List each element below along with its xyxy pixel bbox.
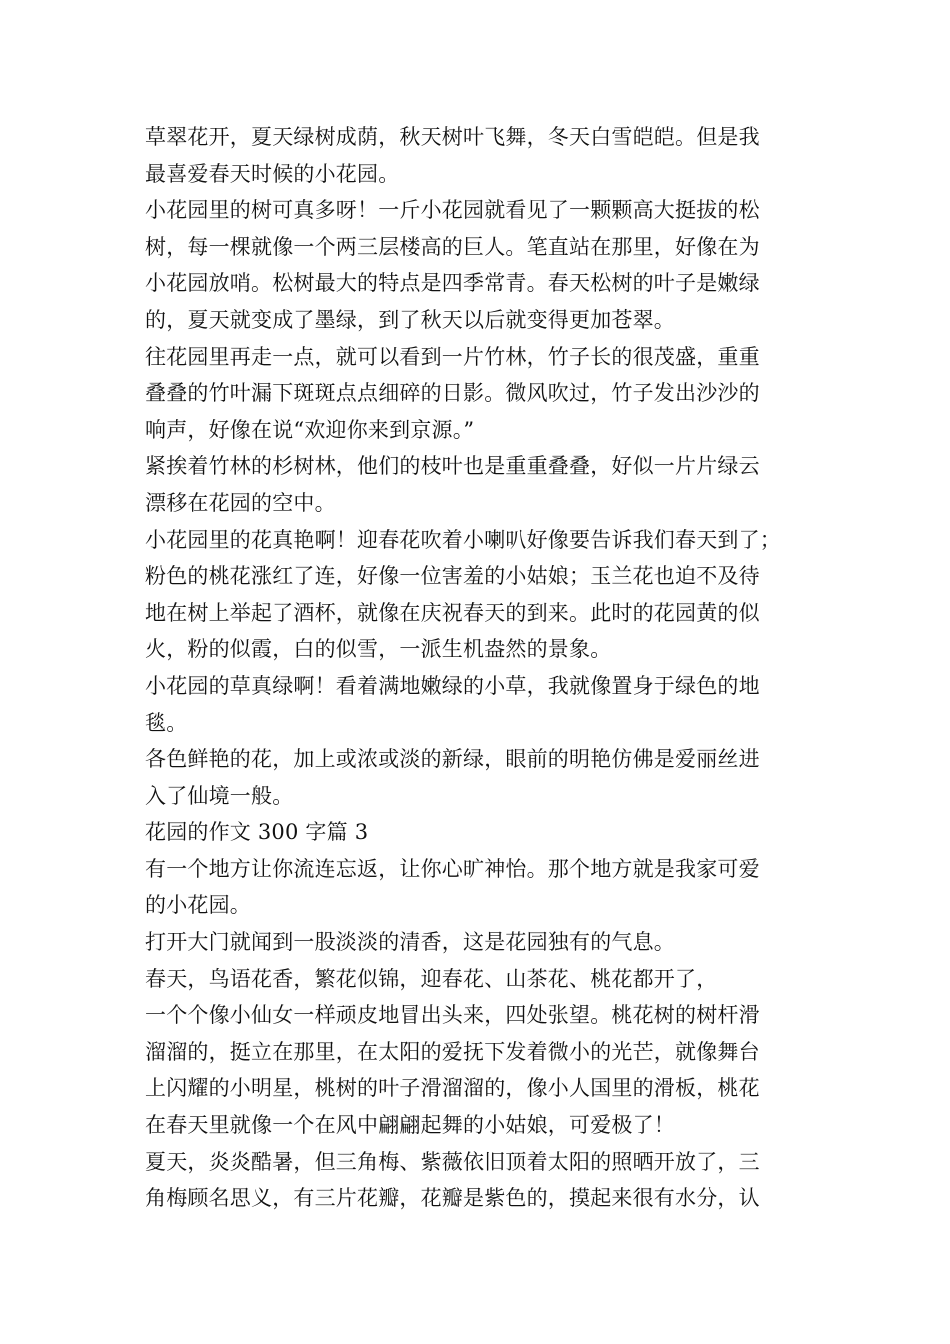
text-line: 的小花园。 <box>145 893 251 918</box>
section-heading: 花园的作文 300 字篇 3 <box>145 820 369 845</box>
text-line: 夏天，炎炎酷暑，但三角梅、紫薇依旧顶着太阳的照晒开放了，三 <box>145 1149 760 1174</box>
text-line: 树，每一棵就像一个两三层楼高的巨人。笔直站在那里，好像在为 <box>145 234 760 259</box>
text-line: 叠叠的竹叶漏下斑斑点点细碎的日影。微风吹过，竹子发出沙沙的 <box>145 381 760 406</box>
text-line: 火，粉的似霞，白的似雪，一派生机盎然的景象。 <box>145 637 612 662</box>
text-line: 毯。 <box>145 710 188 735</box>
text-line: 地在树上举起了酒杯，就像在庆祝春天的到来。此时的花园黄的似 <box>145 600 760 625</box>
text-line: 漂移在花园的空中。 <box>145 490 336 515</box>
text-line: 打开大门就闻到一股淡淡的清香，这是花园独有的气息。 <box>145 930 675 955</box>
text-line: 粉色的桃花涨红了连，好像一位害羞的小姑娘；玉兰花也迫不及待 <box>145 564 760 589</box>
text-line: 草翠花开，夏天绿树成荫，秋天树叶飞舞，冬天白雪皑皑。但是我 <box>145 125 760 149</box>
document-body <box>145 119 815 1217</box>
text-line: 角梅顾名思义，有三片花瓣，花瓣是紫色的，摸起来很有水分，认 <box>145 1186 760 1211</box>
text-line: 的，夏天就变成了墨绿，到了秋天以后就变得更加苍翠。 <box>145 307 675 332</box>
text-line: 小花园放哨。松树最大的特点是四季常青。春天松树的叶子是嫩绿 <box>145 271 760 296</box>
text-line: 紧挨着竹林的杉树林，他们的枝叶也是重重叠叠，好似一片片绿云 <box>145 454 760 479</box>
text-line: 往花园里再走一点，就可以看到一片竹林，竹子长的很茂盛，重重 <box>145 344 760 369</box>
text-line: 上闪耀的小明星，桃树的叶子滑溜溜的，像小人国里的滑板，桃花 <box>145 1076 760 1101</box>
text-line: 各色鲜艳的花，加上或浓或淡的新绿，眼前的明艳仿佛是爱丽丝进 <box>145 747 760 772</box>
text-line: 一个个像小仙女一样顽皮地冒出头来，四处张望。桃花树的树杆滑 <box>145 1003 760 1028</box>
text-line: 最喜爱春天时候的小花园。 <box>145 161 400 186</box>
text-line: 小花园里的花真艳啊！迎春花吹着小喇叭好像要告诉我们春天到了； <box>145 527 781 552</box>
text-line: 有一个地方让你流连忘返，让你心旷神怡。那个地方就是我家可爱 <box>145 856 760 881</box>
text-line: 入了仙境一般。 <box>145 783 294 808</box>
text-line: 响声，好像在说“欢迎你来到京源。” <box>145 417 475 442</box>
text-line: 溜溜的，挺立在那里，在太阳的爱抚下发着微小的光芒，就像舞台 <box>145 1039 760 1064</box>
text-line: 春天，鸟语花香，繁花似锦，迎春花、山茶花、桃花都开了， <box>145 966 718 991</box>
text-line: 在春天里就像一个在风中翩翩起舞的小姑娘，可爱极了！ <box>145 1113 675 1138</box>
text-line: 小花园里的树可真多呀！一斤小花园就看见了一颗颗高大挺拔的松 <box>145 198 760 223</box>
text-line: 小花园的草真绿啊！看着满地嫩绿的小草，我就像置身于绿色的地 <box>145 673 760 698</box>
